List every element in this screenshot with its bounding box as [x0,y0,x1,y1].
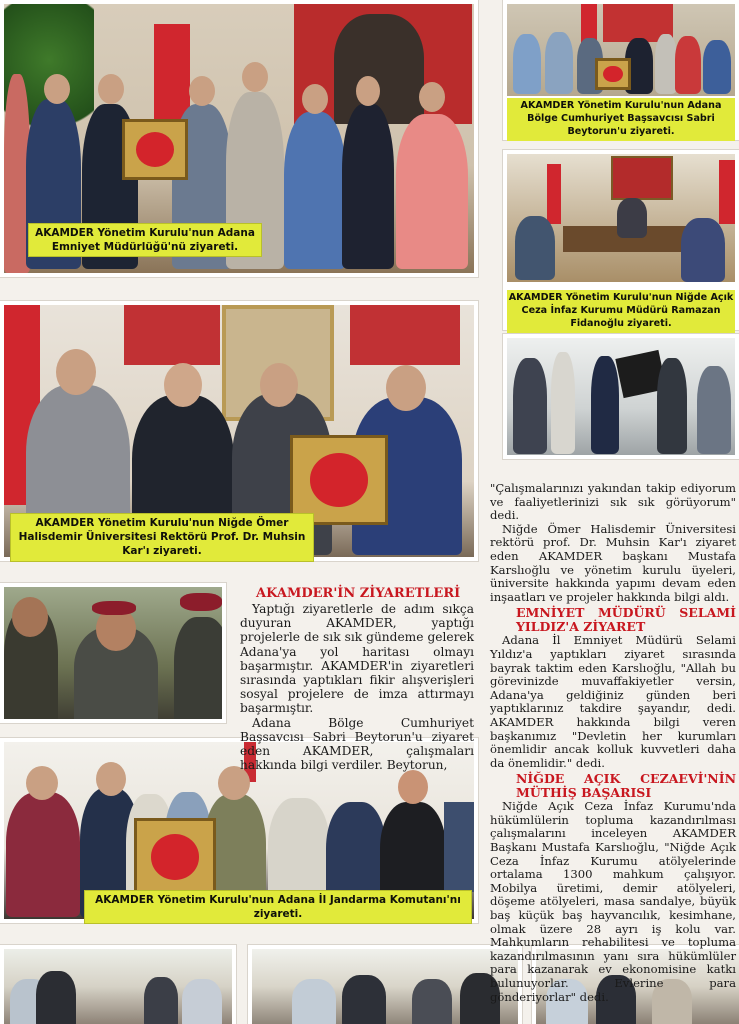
photo-nigde-workshop [503,334,739,459]
award-plaque [122,119,188,180]
article-paragraph-1: Yaptığı ziyaretlerle de adım sıkça duyuran AKAMDER, yaptığı projelerle de sık sık gündeme gelerek Adana'ya yol haritası olmayı başarmıştır. AKAMDER'in ziyaretleri sırasında yaptıkları fikir alışverişleri sosyal projelere de imza attırmayı başarmıştır. [240,602,474,716]
article-paragraph-3: "Çalışmalarınızı yakından takip ediyorum ve faaliyetlerinizi sık sık görüyorum" dedi. [490,481,736,523]
caption-universite: AKAMDER Yönetim Kurulu'nun Niğde Ömer Halisdemir Üniversitesi Rektörü Prof. Dr. Muhsin Kar'ı ziyareti. [10,513,314,562]
caption-emniyet: AKAMDER Yönetim Kurulu'nun Adana Emniyet Müdürlüğü'nü ziyareti. [28,223,262,257]
photo-universite-visit [0,301,478,561]
photo-bottom-1 [0,945,236,1024]
caption-cezaevi: AKAMDER Yönetim Kurulu'nun Niğde Açık Ceza İnfaz Kurumu Müdürü Ramazan Fidanoğlu ziyareti. [507,290,735,333]
caption-bassavci: AKAMDER Yönetim Kurulu'nun Adana Bölge Cumhuriyet Başsavcısı Sabri Beytorun'u ziyareti. [507,98,735,141]
photo-bassavci-visit [503,0,739,140]
article-paragraph-6: Niğde Açık Ceza İnfaz Kurumu'nda hükümlülerin topluma kazandırılması çalışmalarını inceleyen AKAMDER Başkanı Mustafa Karslıoğlu, "Niğde Açık Ceza İnfaz Kurumu atölyelerinde ortalama 1300 mahkum çalışıyor. Mobilya üretimi, demir atölyeleri, döşeme atölyeleri, masa sandalye, büyük baş küçük baş hayvancılık, kesimhane, olmak üzere 28 ayrı iş kolu var. Mahkumların rehabilitesi ve topluma kazandırılmasının yanı sıra hükümlüler para kazanarak ev ekonomisine katkı bulunuyorlar. Evlerine para gönderiyorlar" dedi. [490,799,736,1004]
photo-emniyet-visit [0,0,478,277]
article-paragraph-5: Adana İl Emniyet Müdürü Selami Yıldız'a yaptıkları ziyaret sırasında bayrak taktim eden Karslıoğlu, "Allah bu görevinizde muvaffakiyetler versin, Adana'ya geldiğiniz günden beri yaptıklarınız takdire şayandır, dedi. AKAMDER hakkında bilgi veren başkanımız "Devletin her kurumları önemlidir ancak kolluk kuvvetleri daha da önemlidir." dedi. [490,633,736,770]
article-paragraph-2: Adana Bölge Cumhuriyet Başsavcısı Sabri Beytorun'u ziyaret eden AKAMDER, çalışmaları hakkında bilgi verdiler. Beytorun, [240,715,474,773]
subheading-emniyet: EMNİYET MÜDÜRÜ SELAMİ YILDIZ'A ZİYARET [516,605,736,635]
subheading-nigde: NİĞDE AÇIK CEZAEVİ'NİN MÜTHİŞ BAŞARISI [516,771,736,801]
article-column-left [240,586,474,772]
caption-jandarma: AKAMDER Yönetim Kurulu'nun Adana İl Jandarma Komutanı'nı ziyareti. [84,890,472,924]
photo-bottom-2 [248,945,522,1024]
article-column-right [490,482,736,1004]
photo-soldiers [0,583,226,723]
photo-nigde-cezaevi-office [503,150,739,330]
article-heading: AKAMDER'İN ZİYARETLERİ [256,586,461,601]
article-paragraph-4: Niğde Ömer Halisdemir Üniversitesi rektörü prof. Dr. Muhsin Kar'ı ziyaret eden AKAMDER başkanı Mustafa Karslıoğlu ve yönetim kurulu üyeleri, üniversite hakkında yapımı devam eden inşaatları ve projeler hakkında bilgi aldı. [490,521,736,604]
